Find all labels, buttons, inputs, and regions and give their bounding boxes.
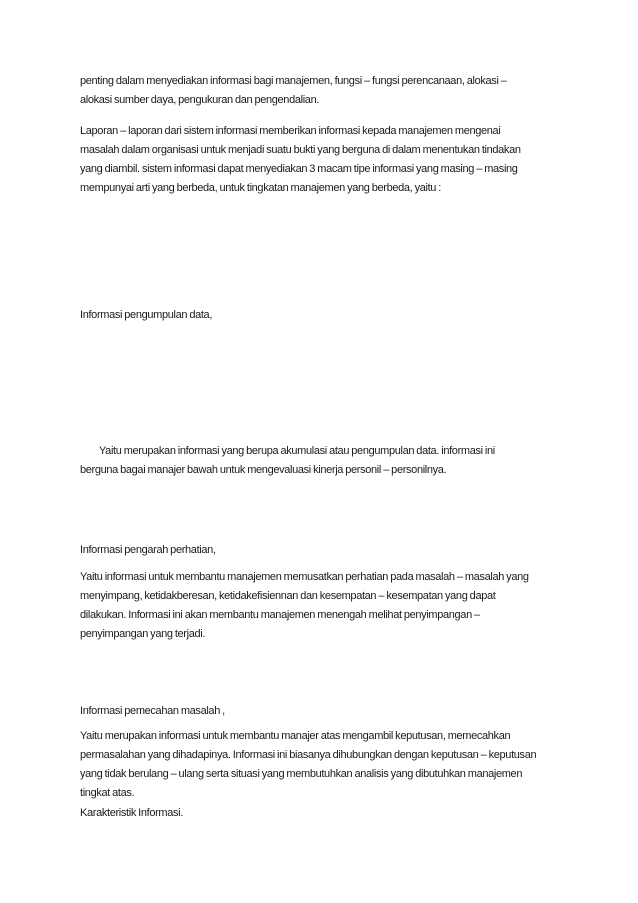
heading-text: Informasi pengarah perhatian, bbox=[80, 544, 216, 556]
text-line: tingkat atas. bbox=[80, 787, 135, 799]
paragraph-laporan bbox=[80, 122, 566, 198]
text-line: yang tidak berulang – ulang serta situasi yang membutuhkan analisis yang dibutuhkan manajemen bbox=[80, 768, 523, 780]
text-line: yang diambil. sistem informasi dapat menyediakan 3 macam tipe informasi yang masing – masing bbox=[80, 163, 518, 175]
text-line: permasalahan yang dihadapinya. Informasi ini biasanya dihubungkan dengan keputusan – keputusan bbox=[80, 749, 537, 761]
text-line: alokasi sumber daya, pengukuran dan pengendalian. bbox=[80, 94, 320, 106]
paragraph-pengumpulan-data bbox=[80, 442, 566, 480]
text-line: berguna bagai manajer bawah untuk mengevaluasi kinerja personil – personilnya. bbox=[80, 464, 447, 476]
text-line: Yaitu merupakan informasi untuk membantu manajer atas mengambil keputusan, memecahkan bbox=[80, 730, 511, 742]
text-line: masalah dalam organisasi untuk menjadi suatu bukti yang berguna di dalam menentukan tindakan bbox=[80, 144, 521, 156]
heading-text: Informasi pemecahan masalah , bbox=[80, 705, 225, 717]
heading-karakteristik-informasi bbox=[80, 804, 566, 823]
text-line: penyimpangan yang terjadi. bbox=[80, 628, 206, 640]
heading-text: Karakteristik Informasi. bbox=[80, 807, 183, 819]
text-line: penting dalam menyediakan informasi bagi manajemen, fungsi – fungsi perencanaan, alokasi – bbox=[80, 75, 507, 87]
text-line: Yaitu merupakan informasi yang berupa akumulasi atau pengumpulan data. informasi ini bbox=[99, 445, 495, 457]
heading-informasi-pengumpulan-data bbox=[80, 306, 566, 325]
heading-informasi-pemecahan-masalah bbox=[80, 702, 566, 721]
text-line: mempunyai arti yang berbeda, untuk tingkatan manajemen yang berbeda, yaitu : bbox=[80, 182, 441, 194]
paragraph-pengarah-perhatian bbox=[80, 568, 566, 644]
text-line: dilakukan. Informasi ini akan membantu manajemen menengah melihat penyimpangan – bbox=[80, 609, 480, 621]
text-line: Yaitu informasi untuk membantu manajemen memusatkan perhatian pada masalah – masalah yang bbox=[80, 571, 529, 583]
text-line: menyimpang, ketidakberesan, ketidakefisiennan dan kesempatan – kesempatan yang dapat bbox=[80, 590, 496, 602]
heading-text: Informasi pengumpulan data, bbox=[80, 309, 213, 321]
text-line: Laporan – laporan dari sistem informasi memberikan informasi kepada manajemen mengenai bbox=[80, 125, 501, 137]
heading-informasi-pengarah-perhatian bbox=[80, 541, 566, 560]
paragraph-intro-continuation bbox=[80, 72, 566, 110]
paragraph-pemecahan-masalah bbox=[80, 727, 566, 803]
